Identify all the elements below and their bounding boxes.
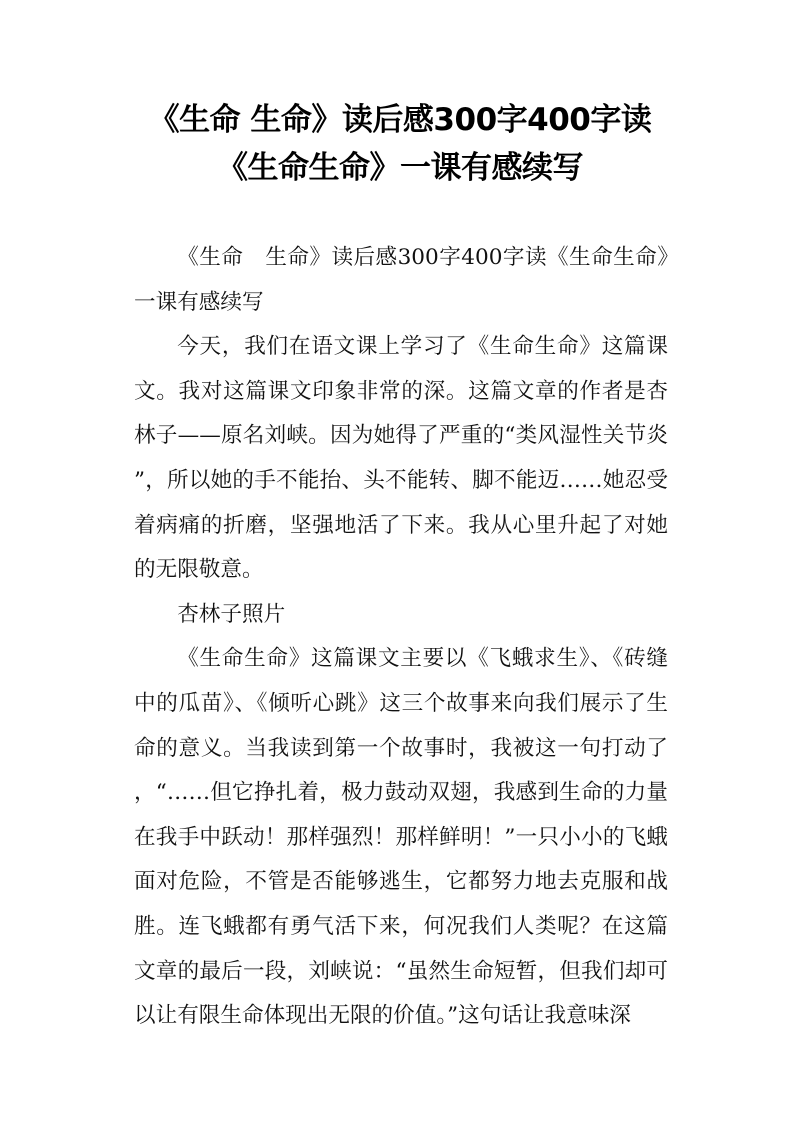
paragraph-heading-repeat: 《生命 生命》读后感300字400字读《生命生命》一课有感续写 [134, 245, 668, 315]
document-title [100, 96, 700, 192]
title-line-1: 《生命 生命》读后感300字400字读 [148, 102, 652, 138]
paragraph-photo-caption: 杏林子照片 [177, 601, 286, 627]
paragraph-intro: 今天，我们在语文课上学习了《生命生命》这篇课文。我对这篇课文印象非常的深。这篇文章的作者是杏林子——原名刘峡。因为她得了严重的“类风湿性关节炎”，所以她的手不能抬、头不能转、脚不能迈……她忍受着病痛的折磨，坚强地活了下来。我从心里升起了对她的无限敬意。 [134, 334, 668, 583]
paragraph-story: 《生命生命》这篇课文主要以《飞蛾求生》、《砖缝中的瓜苗》、《倾听心跳》这三个故事来向我们展示了生命的意义。当我读到第一个故事时，我被这一句打动了，“……但它挣扎着，极力鼓动双翅，我感到生命的力量在我手中跃动！那样强烈！那样鲜明！”一只小小的飞蛾面对危险，不管是否能够逃生，它都努力地去克服和战胜。连飞蛾都有勇气活下来，何况我们人类呢？在这篇文章的最后一段，刘峡说：“虽然生命短暂，但我们却可以让有限生命体现出无限的价值。”这句话让我意味深 [134, 646, 668, 1029]
title-line-2: 《生命生命》一课有感续写 [217, 150, 583, 186]
document-body [134, 236, 668, 1039]
